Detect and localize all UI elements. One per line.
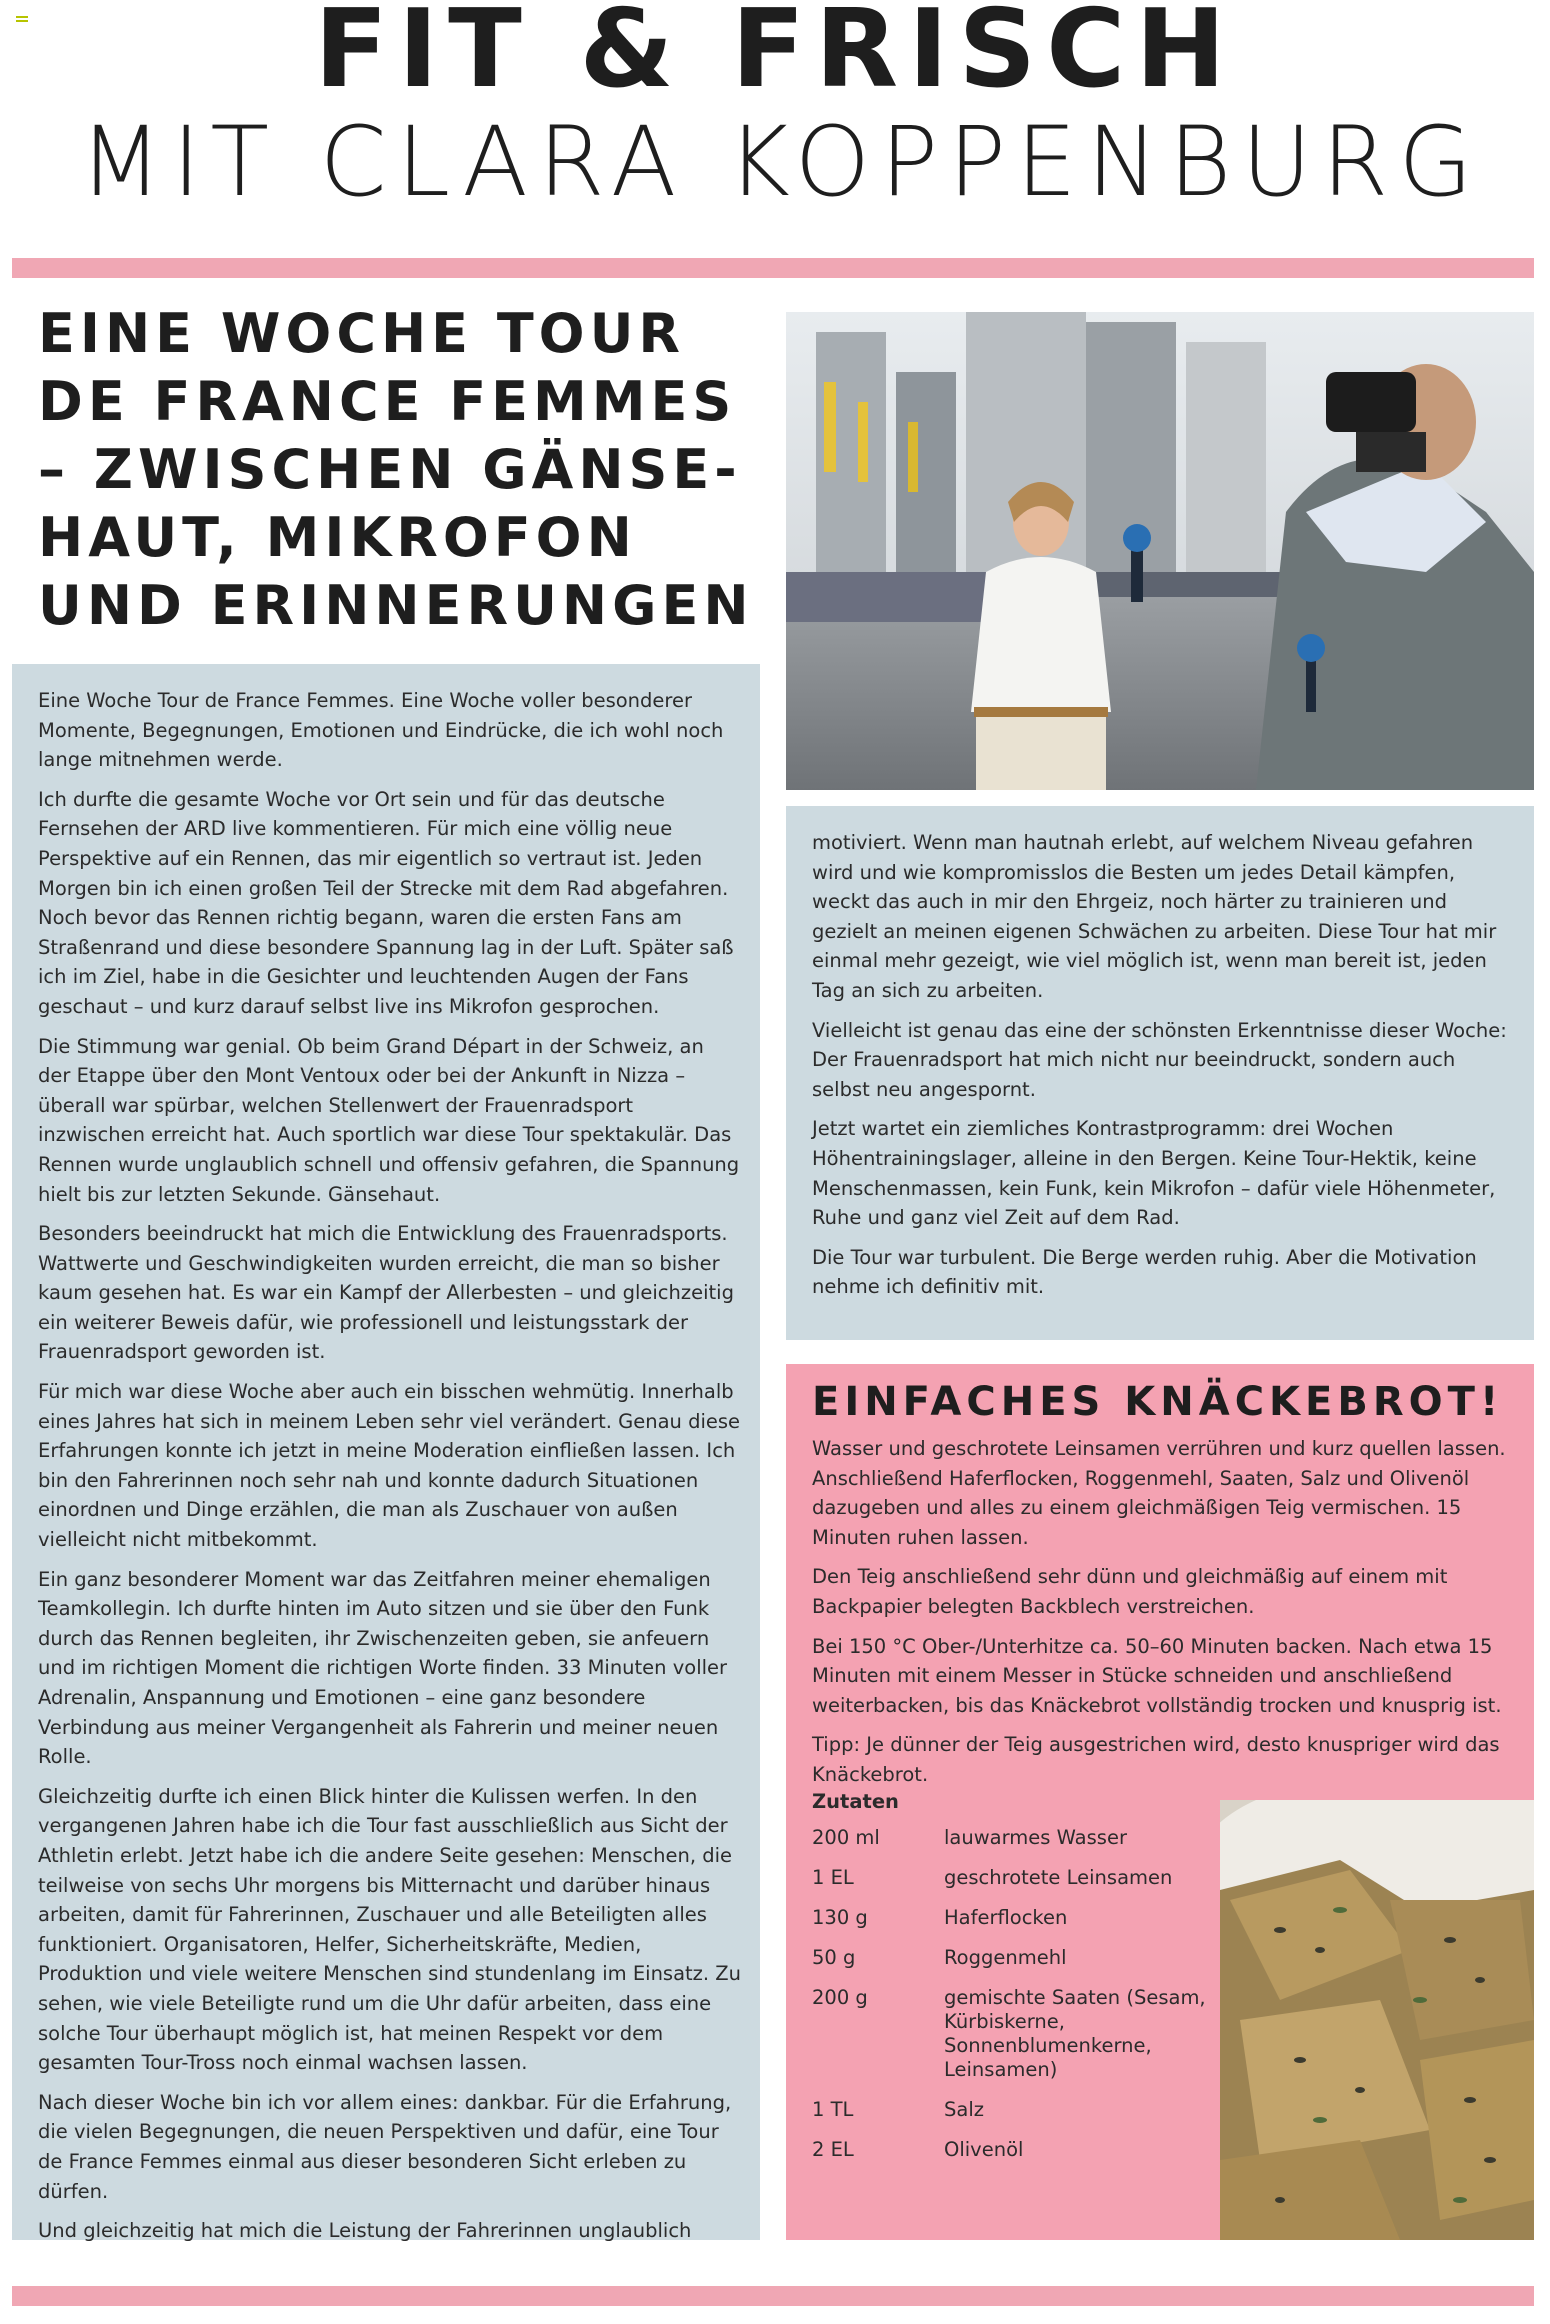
ingredient-name: Haferflocken [944,1906,1068,1929]
recipe-tip: Tipp: Je dünner der Teig ausgestrichen wird, desto knuspriger wird das Knäckebrot. [812,1733,1500,1786]
headline-line: EINE WOCHE TOUR [38,302,686,365]
knaeckebrot-photo [1220,1800,1534,2240]
paragraph: Besonders beeindruckt hat mich die Entwicklung des Frauenradsports. Wattwerte und Geschwindigkeiten wurden erreicht, die man so bisher kaum gesehen hat. Es war ein Kampf der Allerbesten – und gleichzeitig ein weiterer Beweis dafür, wie professionell und leistungsstark der Frauenradsport geworden ist. [38,1222,734,1364]
ingredient-row [812,1986,1212,2082]
recipe-instructions [812,1434,1508,1800]
ingredient-amount: 1 TL [812,2098,854,2121]
recipe-step: Bei 150 °C Ober-/Unterhitze ca. 50–60 Minuten backen. Nach etwa 15 Minuten mit einem Messer in Stücke schneiden und anschließend weiterbacken, bis das Knäckebrot vollständig trocken und knusprig ist. [812,1634,1502,1717]
headline-line: HAUT, MIKROFON [38,506,637,569]
headline-line: – ZWISCHEN GÄNSE- [38,438,742,501]
ingredient-amount: 200 ml [812,1826,880,1849]
article-body-right [812,828,1512,1312]
headline-line: UND ERINNERUNGEN [38,574,754,637]
magazine-subtitle: MIT CLARA KOPPENBURG [79,106,1483,218]
paragraph: Die Stimmung war genial. Ob beim Grand Départ in der Schweiz, an der Etappe über den Mont Ventoux oder bei der Ankunft in Nizza – überall war spürbar, welchen Stellenwert der Frauenradsport inzwischen erreicht hat. Auch sportlich war diese Tour spektakulär. Das Rennen wurde unglaublich schnell und offensiv gefahren, die Spannung hielt bis zur letzten Sekunde. Gänsehaut. [38,1034,740,1206]
ingredient-name: geschrotete Leinsamen [944,1866,1173,1889]
paragraph: Ein ganz besonderer Moment war das Zeitfahren meiner ehemaligen Teamkollegin. Ich durfte hinten im Auto sitzen und sie über den Funk durch das Rennen begleiten, ihr Zwischenzeiten geben, sie anfeuern und im richtigen Moment die richtigen Worte finden. 33 Minuten voller Adrenalin, Anspannung und Emotionen – eine ganz besondere Verbindung aus meiner Vergangenheit als Fahrerin und meiner neuen Rolle. [38,1567,728,1769]
ingredient-row [812,1906,1212,1930]
ingredient-name: gemischte Saaten (Sesam, Kürbiskerne, Sonnenblumenkerne, Leinsamen) [944,1986,1206,2081]
magazine-title: FIT & FRISCH [314,0,1236,112]
ingredient-amount: 1 EL [812,1866,854,1889]
ingredient-row [812,2098,1212,2122]
ingredient-name: Salz [944,2098,984,2121]
paragraph: Gleichzeitig durfte ich einen Blick hinter die Kulissen werfen. In den vergangenen Jahren habe ich die Tour fast ausschließlich aus Sicht der Athletin erlebt. Jetzt habe ich die andere Seite gesehen: Menschen, die teilweise von sechs Uhr morgens bis Mitternacht und darüber hinaus arbeiten, damit für Fahrerinnen, Zuschauer und alle Beteiligten alles funktioniert. Organisatoren, Helfer, Sicherheitskräfte, Medien, Produktion und viele weitere Menschen sind stundenlang im Einsatz. Zu sehen, wie viele Beteiligte rund um die Uhr dafür arbeiten, dass eine solche Tour überhaupt möglich ist, hat meinen Respekt vor dem gesamten Tour-Tross noch einmal wachsen lassen. [38,1784,742,2075]
paragraph: motiviert. Wenn man hautnah erlebt, auf welchem Niveau gefahren wird und wie kompromisslos die Besten um jedes Detail kämpfen, weckt das auch in mir den Ehrgeiz, noch härter zu trainieren und gezielt an meinen eigenen Schwächen zu arbeiten. Diese Tour hat mir einmal mehr gezeigt, wie viel möglich ist, wenn man bereit ist, jeden Tag an sich zu arbeiten. [812,831,1497,1002]
ingredient-name: Roggenmehl [944,1946,1067,1969]
paragraph: Jetzt wartet ein ziemliches Kontrastprogramm: drei Wochen Höhentrainingslager, alleine in den Bergen. Keine Tour-Hektik, keine Menschenmassen, kein Funk, kein Mikrofon – dafür viele Höhenmeter, Ruhe und ganz viel Zeit auf dem Rad. [812,1117,1496,1230]
ingredients-heading: Zutaten [812,1790,899,1813]
paragraph: Eine Woche Tour de France Femmes. Eine Woche voller besonderer Momente, Begegnungen, Emotionen und Eindrücke, die ich wohl noch lange mitnehmen werde. [38,689,724,772]
ingredient-row [812,1826,1212,1850]
ingredient-amount: 130 g [812,1906,868,1929]
ingredient-row [812,1866,1212,1890]
bottom-divider [12,2286,1534,2306]
ingredient-row [812,2138,1212,2162]
headline-line: DE FRANCE FEMMES [38,370,737,433]
paragraph: Die Tour war turbulent. Die Berge werden ruhig. Aber die Motivation nehme ich definitiv mit. [812,1245,1477,1299]
ingredient-amount: 2 EL [812,2138,854,2161]
paragraph: Nach dieser Woche bin ich vor allem eines: dankbar. Für die Erfahrung, die vielen Begegnungen, die neuen Perspektiven und dafür, eine Tour de France Femmes einmal aus dieser besonderen Sicht erleben zu dürfen. [38,2090,732,2203]
tv-reporter-photo [786,312,1534,790]
ingredient-amount: 50 g [812,1946,856,1969]
ingredient-name: Olivenöl [944,2138,1024,2161]
ingredients-list [812,1826,1212,2178]
paragraph: Vielleicht ist genau das eine der schönsten Erkenntnisse dieser Woche: Der Frauenradsport hat mich nicht nur beeindruckt, sondern auch selbst neu angespornt. [812,1018,1507,1101]
article-headline [38,300,778,640]
recipe-step: Wasser und geschrotete Leinsamen verrühren und kurz quellen lassen. Anschließend Haferflocken, Roggenmehl, Saaten, Salz und Olivenöl dazugeben und alles zu einem gleichmäßigen Teig vermischen. 15 Minuten ruhen lassen. [812,1437,1506,1549]
ingredient-amount: 200 g [812,1986,868,2009]
recipe-step: Den Teig anschließend sehr dünn und gleichmäßig auf einem mit Backpapier belegten Backblech verstreichen. [812,1565,1448,1618]
ingredient-name: lauwarmes Wasser [944,1826,1127,1849]
paragraph: Ich durfte die gesamte Woche vor Ort sein und für das deutsche Fernsehen der ARD live kommentieren. Für mich eine völlig neue Perspektive auf ein Rennen, das mir eigentlich so vertraut ist. Jeden Morgen bin ich einen großen Teil der Strecke mit dem Rad abgefahren. Noch bevor das Rennen richtig begann, waren die ersten Fans am Straßenrand und diese besondere Spannung lag in der Luft. Später saß ich im Ziel, habe in die Gesichter und leuchtenden Augen der Fans geschaut – und kurz darauf selbst live ins Mikrofon gesprochen. [38,787,734,1018]
recipe-title: EINFACHES KNÄCKEBROT! [812,1379,1504,1425]
top-divider [12,258,1534,278]
ingredient-row [812,1946,1212,1970]
paragraph: Für mich war diese Woche aber auch ein bisschen wehmütig. Innerhalb eines Jahres hat sich in meinem Leben sehr viel verändert. Genau diese Erfahrungen konnte ich jetzt in meine Moderation einfließen lassen. Ich bin den Fahrerinnen noch sehr nah und konnte dadurch Situationen einordnen und Dinge erzählen, die man als Zuschauer von außen vielleicht nicht mitbekommt. [38,1380,741,1552]
paragraph: Und gleichzeitig hat mich die Leistung der Fahrerinnen unglaublich [38,2219,692,2243]
article-body-left [38,686,742,2256]
